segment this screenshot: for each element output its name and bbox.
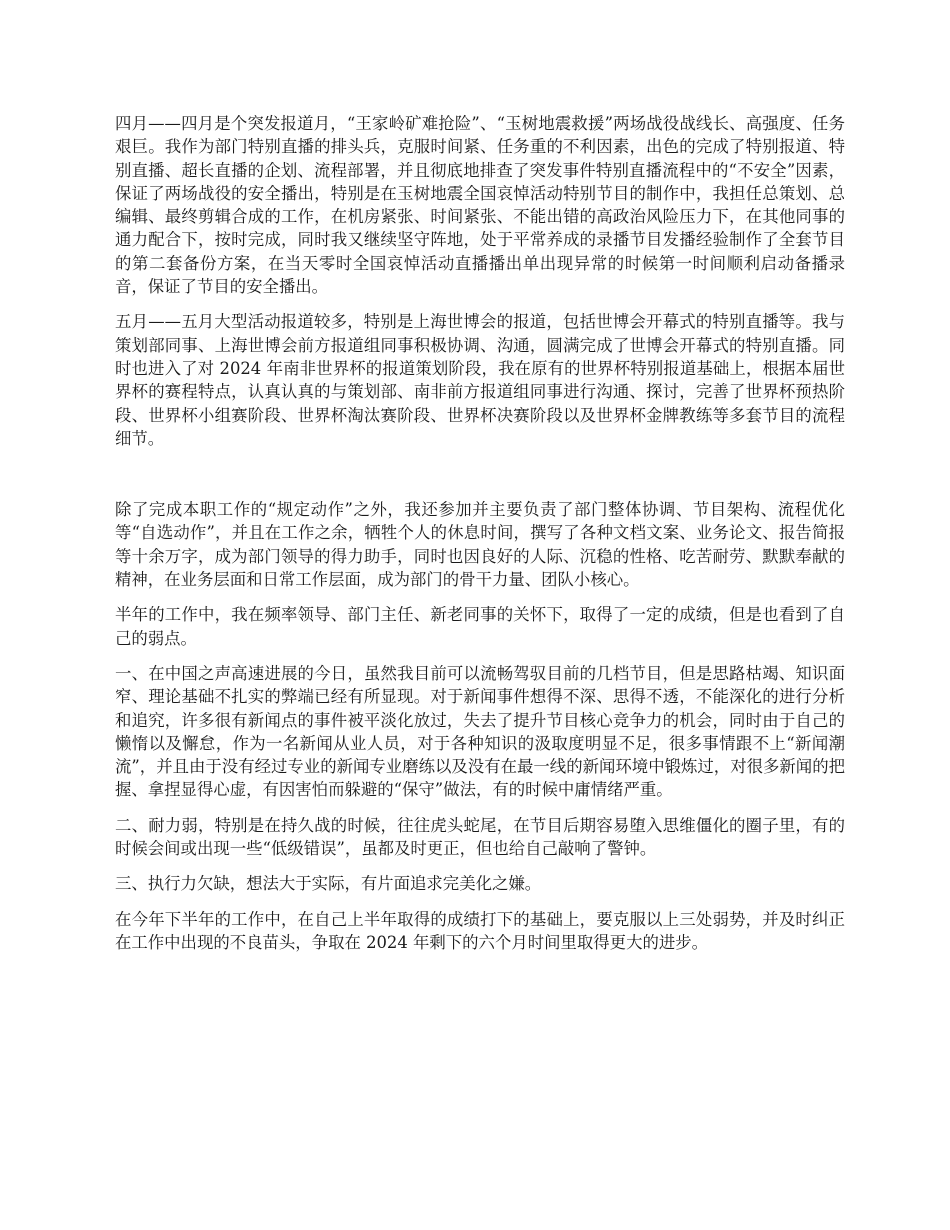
- paragraph-extra-work: 除了完成本职工作的“规定动作”之外，我还参加并主要负责了部门整体协调、节目架构、流程优化等“自选动作”，并且在工作之余，牺牲个人的休息时间，撰写了各种文档文案、业务论文、报告简报等十余万字，成为部门领导的得力助手，同时也因良好的人际、沉稳的性格、吃苦耐劳、默默奉献的精神，在业务层面和日常工作层面，成为部门的骨干力量、团队小核心。: [115, 500, 845, 590]
- paragraph-spacer: [115, 896, 845, 908]
- paragraph-april: 四月——四月是个突发报道月，“王家岭矿难抢险”、“玉树地震救援”两场战役战线长、高强度、任务艰巨。我作为部门特别直播的排头兵，克服时间紧、任务重的不利因素，出色的完成了特别报道、特别直播、超长直播的企划、流程部署，并且彻底地排查了突发事件特别直播流程中的“不安全”因素，保证了两场战役的安全播出，特别是在玉树地震全国哀悼活动特别节目的制作中，我担任总策划、总编辑、最终剪辑合成的工作，在机房紧张、时间紧张、不能出错的高政治风险压力下，在其他同事的通力配合下，按时完成，同时我又继续坚守阵地，处于平常养成的录播节目发播经验制作了全套节目的第二套备份方案，在当天零时全国哀悼活动直播播出单出现异常的时候第一时间顺利启动备播录音，保证了节目的安全播出。: [115, 114, 845, 297]
- paragraph-spacer: [115, 298, 845, 310]
- paragraph-plan: 在今年下半年的工作中，在自己上半年取得的成绩打下的基础上，要克服以上三处弱势，并及时纠正在工作中出现的不良苗头，争取在 2024 年剩下的六个月时间里取得更大的进步。: [115, 909, 845, 952]
- paragraph-spacer: [115, 860, 845, 872]
- paragraph-weakness-2: 二、耐力弱，特别是在持久战的时候，往往虎头蛇尾，在节目后期容易堕入思维僵化的圈子里，有的时候会间或出现一些“低级错误”，虽都及时更正，但也给自己敲响了警钟。: [115, 815, 845, 859]
- paragraph-weakness-1: 一、在中国之声高速进展的今日，虽然我目前可以流畅驾驭目前的几档节目，但是思路枯竭、知识面窄、理论基础不扎实的弊端已经有所显现。对于新闻事件想得不深、思得不透，不能深化的进行分析和追究，许多很有新闻点的事件被平淡化放过，失去了提升节目核心竞争力的机会，同时由于自己的懒惰以及懈怠，作为一名新闻从业人员，对于各种知识的汲取度明显不足，很多事情跟不上“新闻潮流”，并且由于没有经过专业的新闻专业磨练以及没有在最一线的新闻环境中锻炼过，对很多新闻的把握、拿捏显得心虚，有因害怕而躲避的“保守”做法，有的时候中庸情绪严重。: [115, 663, 845, 800]
- document-page: [115, 112, 845, 954]
- section-spacer: [115, 450, 845, 498]
- paragraph-spacer: [115, 591, 845, 603]
- paragraph-spacer: [115, 802, 845, 814]
- paragraph-spacer: [115, 650, 845, 662]
- paragraph-summary: 半年的工作中，我在频率领导、部门主任、新老同事的关怀下，取得了一定的成绩，但是也看到了自己的弱点。: [115, 605, 845, 648]
- paragraph-weakness-3: 三、执行力欠缺，想法大于实际，有片面追求完美化之嫌。: [115, 874, 542, 894]
- paragraph-may: 五月——五月大型活动报道较多，特别是上海世博会的报道，包括世博会开幕式的特别直播等。我与策划部同事、上海世博会前方报道组同事积极协调、沟通，圆满完成了世博会开幕式的特别直播。同时也进入了对 2024 年南非世界杯的报道策划阶段，我在原有的世界杯特别报道基础上，根据本届世界杯的赛程特点，认真认真的与策划部、南非前方报道组同事进行沟通、探讨，完善了世界杯预热阶段、世界杯小组赛阶段、世界杯淘汰赛阶段、世界杯决赛阶段以及世界杯金牌教练等多套节目的流程细节。: [115, 312, 845, 448]
